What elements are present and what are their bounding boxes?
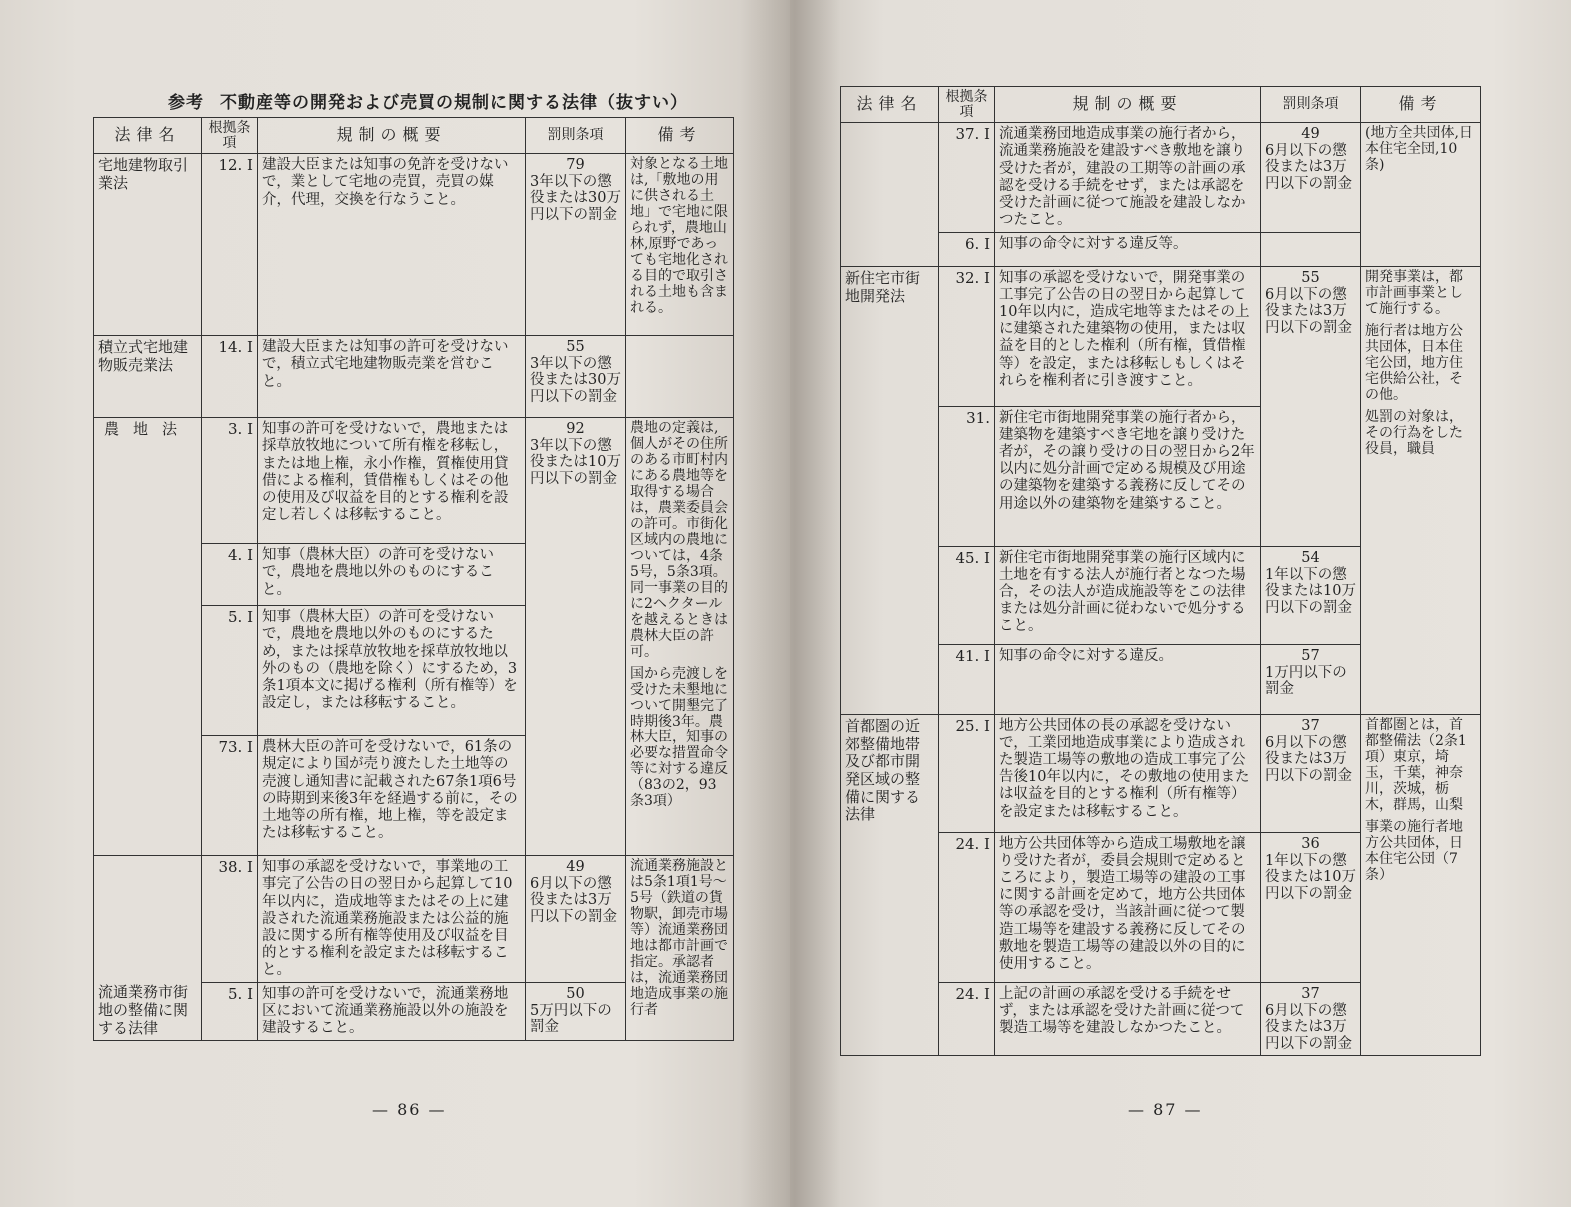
header-penalty: 罰則条項 — [526, 118, 626, 154]
table-row — [94, 336, 734, 418]
regulation-summary: 流通業務団地造成事業の施行者から，流通業務施設を建設すべき敷地を譲り受けた者が，建設の工期等の計画の承認を受ける手続をせず，または承認を受けた計画に従つて施設を建設しなかつたこと。 — [995, 123, 1261, 233]
table-caption — [168, 88, 688, 113]
caption-title: 不動産等の開発および売買の規制に関する法律（抜すい） — [220, 93, 688, 113]
penalty-cell — [1261, 833, 1361, 983]
note-text: 施行者は地方公共団体，日本住宅公団，地方住宅供給公社，その他。 — [1365, 322, 1463, 403]
table-row — [841, 123, 1481, 233]
header-row — [841, 87, 1481, 123]
header-article: 根拠条項 — [939, 87, 995, 123]
penalty-article: 37 — [1301, 718, 1320, 735]
regulation-summary: 地方公共団体等から造成工場敷地を譲り受けた者が，委員会規則で定めるところにより，製造工場等の建設の工事に関する計画を定めて，地方公共団体等の承認を受け，当該計画に従つて製造工場等を建設する義務に反してその敷地を製造工場等の建設以外の目的に使用すること。 — [995, 833, 1261, 983]
note-text: 首都圏とは，首都整備法（2条1項）東京，埼玉，千葉，神奈川，茨城，栃木，群馬，山梨 — [1365, 717, 1467, 813]
note-text: 農地の定義は,個人がその住所のある市町村内にある農地等を取得する場合は，農業委員会の許可。市街化区域内の農地については，4条5号，5条3項。同一事業の目的に2ヘクタールを越えるときは農林大臣の許可。 — [630, 420, 728, 660]
penalty-cell — [1261, 233, 1361, 267]
regulation-summary: 知事の承認を受けないで，開発事業の工事完了公告の日の翌日から起算して10年以内に，造成宅地等またはその上に建築された建築物の使用，または収益を目的とした権利（所有権，賃借権等）を設定，または移転しもしくはそれらを権利者に引き渡すこと。 — [995, 267, 1261, 407]
penalty-article: 92 — [566, 421, 585, 438]
header-notes: 備考 — [626, 118, 734, 154]
article-number: 32. I — [939, 267, 995, 407]
penalty-cell — [526, 856, 626, 983]
page-number-right: — 87 — — [1128, 1100, 1203, 1119]
regulation-summary: 知事の命令に対する違反等。 — [995, 233, 1261, 267]
header-article: 根拠条項 — [202, 118, 258, 154]
notes-cell — [1361, 267, 1481, 715]
regulation-summary: 新住宅市街地開発事業の施行者から，建築物を建築すべき宅地を譲り受けた者が，その譲り受けの日の翌日から2年以内に処分計画で定める規模及び用途の建築物を建築する義務に反してその用途以外の建築物を建築すること。 — [995, 407, 1261, 547]
article-number: 3. I — [202, 418, 258, 544]
article-number: 24. I — [939, 833, 995, 983]
penalty-article: 54 — [1301, 550, 1320, 567]
caption-ref: 参考 — [168, 93, 204, 113]
penalty-article: 36 — [1301, 836, 1320, 853]
regulation-summary: 知事の許可を受けないで，農地または採草放牧地について所有権を移転し，または地上権，永小作権，質権使用貸借による権利，賃借権もしくはその他の使用及び収益を目的とする権利を設定し若しくは移転すること。 — [258, 418, 526, 544]
table-row — [94, 856, 734, 983]
penalty-text: 3年以下の懲役または30万円以下の罰金 — [530, 355, 621, 405]
article-number: 25. I — [939, 715, 995, 833]
header-row — [94, 118, 734, 154]
penalty-article: 57 — [1301, 648, 1320, 665]
header-law: 法律名 — [841, 87, 939, 123]
law-name: 農地法 — [94, 418, 202, 856]
penalty-text: 3年以下の懲役または10万円以下の罰金 — [530, 437, 621, 487]
law-name: 流通業務市街地の整備に関する法律 — [94, 856, 202, 1041]
penalty-text: 1年以下の懲役または10万円以下の罰金 — [1265, 566, 1356, 616]
penalty-cell — [1261, 547, 1361, 645]
notes-cell — [1361, 715, 1481, 1056]
penalty-article: 55 — [1301, 270, 1320, 287]
regulation-summary: 農林大臣の許可を受けないで，61条の規定により国が売り渡たした土地等の売渡し通知書に記載された67条1項6号の時期到来後3年を経過する前に，その土地等の所有権，地上権，等を設定または移転すること。 — [258, 736, 526, 856]
header-penalty: 罰則条項 — [1261, 87, 1361, 123]
penalty-text: 6月以下の懲役または3万円以下の罰金 — [530, 875, 617, 925]
article-number: 38. I — [202, 856, 258, 983]
law-name: 宅地建物取引業法 — [94, 154, 202, 336]
penalty-text: 5万円以下の罰金 — [530, 1002, 612, 1036]
penalty-article: 49 — [1301, 126, 1320, 143]
penalty-article: 50 — [566, 986, 585, 1003]
penalty-text: 6月以下の懲役または3万円以下の罰金 — [1265, 286, 1352, 336]
article-number: 41. I — [939, 645, 995, 715]
header-law: 法律名 — [94, 118, 202, 154]
penalty-text: 6月以下の懲役または3万円以下の罰金 — [1265, 1002, 1352, 1052]
law-table-left — [93, 117, 734, 1041]
note-text: (地方全共団体,日本住宅全団,10条) — [1365, 125, 1473, 174]
penalty-text: 6月以下の懲役または3万円以下の罰金 — [1265, 142, 1352, 192]
header-notes: 備考 — [1361, 87, 1481, 123]
article-number: 31. — [939, 407, 995, 547]
penalty-cell — [526, 336, 626, 418]
penalty-article: 55 — [566, 339, 585, 356]
regulation-summary: 上記の計画の承認を受ける手続をせず，または承認を受けた計画に従つて製造工場等を建設しなかつたこと。 — [995, 983, 1261, 1056]
notes-cell — [626, 336, 734, 418]
article-number: 73. I — [202, 736, 258, 856]
penalty-text: 6月以下の懲役または3万円以下の罰金 — [1265, 734, 1352, 784]
article-number: 12. I — [202, 154, 258, 336]
penalty-article: 79 — [566, 157, 585, 174]
penalty-cell — [1261, 983, 1361, 1056]
law-name — [841, 123, 939, 267]
header-summary: 規制の概要 — [995, 87, 1261, 123]
penalty-text: 1万円以下の罰金 — [1265, 664, 1347, 698]
note-text: 国から売渡しを受けた未墾地について開墾完了時期後3年。農林大臣，知事の必要な措置命令等に対する違反（83の2，93条3項） — [630, 665, 728, 810]
law-name: 首都圏の近郊整備地帯及び都市開発区域の整備に関する法律 — [841, 715, 939, 1056]
notes-cell — [626, 856, 734, 1041]
table-row — [841, 715, 1481, 833]
penalty-cell — [1261, 123, 1361, 233]
regulation-summary: 地方公共団体の長の承認を受けないで，工業団地造成事業により造成された製造工場等の敷地の造成工事完了公告後10年以内に，その敷地の使用または収益を目的とする権利（所有権等）を設定または移転すること。 — [995, 715, 1261, 833]
penalty-text: 1年以下の懲役または10万円以下の罰金 — [1265, 852, 1356, 902]
article-number: 45. I — [939, 547, 995, 645]
article-number: 37. I — [939, 123, 995, 233]
regulation-summary: 知事の承認を受けないで，事業地の工事完了公告の日の翌日から起算して10年以内に，造成地等またはその上に建設された流通業務施設または公益的施設に関する所有権等使用及び収益を目的とする権利を設定または移転すること。 — [258, 856, 526, 983]
table-row — [94, 154, 734, 336]
article-number: 5. I — [202, 606, 258, 736]
table-row — [94, 418, 734, 544]
note-text: 対象となる土地は,「敷地の用に供される土地」で宅地に限られず，農地山林,原野であっても宅地化される目的で取引される土地も含まれる。 — [630, 156, 728, 316]
law-table-right — [840, 86, 1481, 1056]
note-text: 事業の施行者地方公共団体，日本住宅公団（7条） — [1365, 818, 1463, 883]
regulation-summary: 知事の命令に対する違反。 — [995, 645, 1261, 715]
regulation-summary: 知事の許可を受けないで，流通業務地区において流通業務施設以外の施設を建設すること。 — [258, 983, 526, 1041]
regulation-summary: 新住宅市街地開発事業の施行区域内に土地を有する法人が施行者となつた場合，その法人が造成施設等をこの法律または処分計画に従わないで処分すること。 — [995, 547, 1261, 645]
note-text: 流通業務施設とは5条1項1号～5号（鉄道の貨物駅，卸売市場等）流通業務団地は都市計画で指定。承認者は，流通業務団地造成事業の施行者 — [630, 858, 728, 1018]
regulation-summary: 建設大臣または知事の免許を受けないで，業として宅地の売買，売買の媒介，代理，交換を行なうこと。 — [258, 154, 526, 336]
article-number: 24. I — [939, 983, 995, 1056]
notes-cell — [626, 154, 734, 336]
notes-cell — [1361, 123, 1481, 267]
regulation-summary: 知事（農林大臣）の許可を受けないで，農地を農地以外のものにすること。 — [258, 544, 526, 606]
penalty-cell — [526, 154, 626, 336]
regulation-summary: 建設大臣または知事の許可を受けないで，積立式宅地建物販売業を営むこと。 — [258, 336, 526, 418]
article-number: 5. I — [202, 983, 258, 1041]
penalty-cell — [1261, 715, 1361, 833]
law-name: 新住宅市街地開発法 — [841, 267, 939, 715]
article-number: 6. I — [939, 233, 995, 267]
note-text: 処罰の対象は，その行為をした役員，職員 — [1365, 408, 1463, 457]
penalty-text: 3年以下の懲役または30万円以下の罰金 — [530, 173, 621, 223]
penalty-article: 49 — [566, 859, 585, 876]
penalty-cell — [526, 983, 626, 1041]
penalty-cell — [1261, 645, 1361, 715]
notes-cell — [626, 418, 734, 856]
penalty-cell — [526, 418, 626, 856]
right-page — [790, 0, 1571, 1207]
regulation-summary: 知事（農林大臣）の許可を受けないで，農地を農地以外のものにするため，または採草放牧地を採草放牧地以外のもの（農地を除く）にするため，3条1項本文に掲げる権利（所有権等）を設定し，または移転すること。 — [258, 606, 526, 736]
penalty-article: 37 — [1301, 986, 1320, 1003]
law-name: 積立式宅地建物販売業法 — [94, 336, 202, 418]
table-row — [841, 267, 1481, 407]
article-number: 14. I — [202, 336, 258, 418]
penalty-cell — [1261, 267, 1361, 547]
header-summary: 規制の概要 — [258, 118, 526, 154]
article-number: 4. I — [202, 544, 258, 606]
note-text: 開発事業は，都市計画事業として施行する。 — [1365, 269, 1463, 317]
page-number-left: — 86 — — [372, 1100, 447, 1119]
